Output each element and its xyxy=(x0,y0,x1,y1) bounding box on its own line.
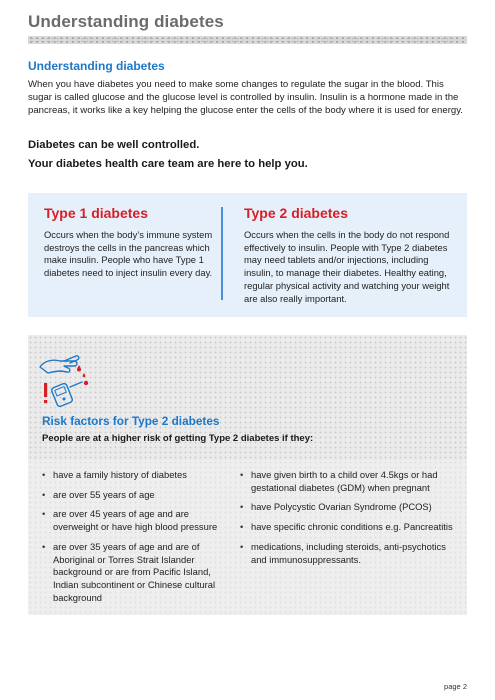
list-item: • are over 55 years of age xyxy=(42,489,234,502)
list-item: • are over 45 years of age and are overweight or have high blood pressure xyxy=(42,508,234,533)
list-item: • medications, including steroids, anti-psychotics and immunosuppressants. xyxy=(240,541,458,566)
finger-prick-glucose-meter-icon xyxy=(34,347,98,407)
type2-column xyxy=(244,205,456,305)
type2-title: Type 2 diabetes xyxy=(244,205,349,221)
list-item: • have specific chronic conditions e.g. Pancreatitis xyxy=(240,521,458,534)
risk-factors-heading: Risk factors for Type 2 diabetes xyxy=(42,414,220,428)
risk-factors-box xyxy=(28,335,467,615)
list-item: • are over 35 years of age and are of Aboriginal or Torres Strait Islander background or are from Pacific Island, Indian subcontinent or Chinese cultural background xyxy=(42,541,234,605)
type1-text: Occurs when the body’s immune system destroys the cells in the pancreas which make insulin. People who have Type 1 diabetes need to inject insulin every day. xyxy=(44,229,213,279)
header-dot-band xyxy=(28,36,467,44)
column-divider xyxy=(221,207,223,300)
diabetes-types-box xyxy=(28,193,467,317)
type1-title: Type 1 diabetes xyxy=(44,205,149,221)
intro-paragraph: When you have diabetes you need to make some changes to regulate the sugar in the blood. This sugar is called glucose and the glucose level is controlled by insulin. Insulin is a hormone made in the pancreas, it works like a key helping the glucose enter the cells of the body where it is used for energy. xyxy=(28,79,463,117)
lead-line-1: Diabetes can be well controlled. xyxy=(28,139,200,151)
section-heading: Understanding diabetes xyxy=(28,59,165,73)
list-item: • have a family history of diabetes xyxy=(42,469,234,482)
risk-list-left xyxy=(42,469,234,611)
page-title: Understanding diabetes xyxy=(28,12,224,31)
lead-line-2: Your diabetes health care team are here to help you. xyxy=(28,158,308,170)
list-item: • have given birth to a child over 4.5kgs or had gestational diabetes (GDM) when pregnant xyxy=(240,469,458,494)
page-number: page 2 xyxy=(444,682,467,691)
type2-text: Occurs when the cells in the body do not respond effectively to insulin. People with Type 2 diabetes may need tablets and/or injections, including insulin, to manage their diabetes. Healthy eating, regular physical activity and watching your weight are also really important. xyxy=(244,229,450,304)
type1-column xyxy=(44,205,222,280)
risk-factors-lead: People are at a higher risk of getting Type 2 diabetes if they: xyxy=(42,433,314,444)
list-item: • have Polycystic Ovarian Syndrome (PCOS) xyxy=(240,501,458,514)
risk-list-right xyxy=(240,469,458,573)
